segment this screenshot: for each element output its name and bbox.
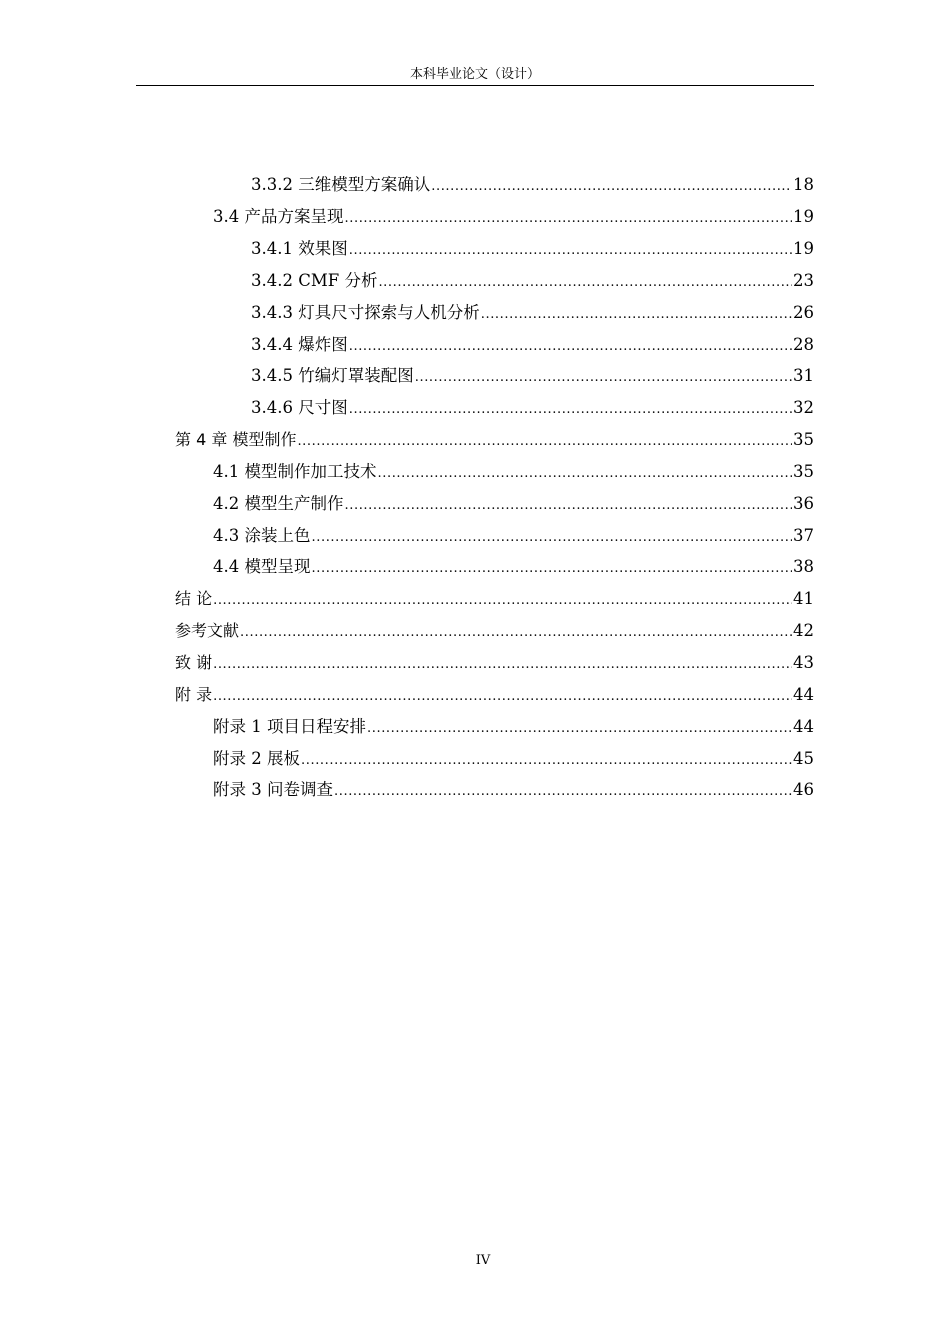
toc-dot-leader [297, 429, 792, 455]
toc-dot-leader [349, 238, 792, 264]
toc-entry-4-2[interactable] [213, 491, 814, 517]
toc-entry-page: 45 [793, 749, 814, 768]
toc-entry-conclusion[interactable] [175, 586, 814, 612]
toc-dot-leader [240, 620, 792, 646]
toc-entry-4-1[interactable] [213, 459, 814, 485]
page-header: 本科毕业论文（设计） [409, 67, 540, 82]
toc-entry-title: 3.4 产品方案呈现 [213, 207, 344, 226]
toc-entry-title: 4.4 模型呈现 [213, 557, 311, 576]
toc-entry-page: 42 [793, 621, 814, 640]
toc-entry-appendix-3[interactable] [213, 777, 814, 803]
toc-dot-leader [213, 652, 792, 678]
toc-entry-appendix-1[interactable] [213, 714, 814, 740]
toc-entry-title: 附录 2 展板 [213, 749, 300, 768]
toc-entry-appendix[interactable] [175, 682, 814, 708]
toc-dot-leader [345, 206, 793, 232]
toc-entry-title: 第 4 章 模型制作 [175, 430, 297, 449]
toc-entry-page: 44 [793, 685, 814, 704]
toc-entry-page: 19 [793, 239, 814, 258]
toc-entry-page: 43 [793, 653, 814, 672]
toc-entry-title: 3.4.4 爆炸图 [251, 335, 348, 354]
toc-entry-page: 35 [793, 430, 814, 449]
toc-entry-title: 致 谢 [175, 653, 213, 672]
toc-entry-appendix-2[interactable] [213, 746, 814, 772]
toc-entry-title: 附录 3 问卷调查 [213, 780, 333, 799]
toc-entry-page: 36 [793, 494, 814, 513]
page-number: IV [475, 1253, 491, 1268]
toc-entry-page: 31 [793, 366, 814, 385]
toc-entry-title: 参考文献 [175, 621, 240, 640]
toc-dot-leader [481, 302, 792, 328]
toc-entry-page: 37 [793, 526, 814, 545]
toc-dot-leader [312, 556, 793, 582]
toc-entry-title: 4.3 涂装上色 [213, 526, 311, 545]
toc-entry-3-4-5[interactable] [251, 363, 814, 389]
toc-dot-leader [213, 684, 792, 710]
toc-entry-acknowledgements[interactable] [175, 650, 814, 676]
toc-entry-page: 41 [793, 589, 814, 608]
toc-entry-title: 4.1 模型制作加工技术 [213, 462, 377, 481]
toc-entry-page: 23 [793, 271, 814, 290]
toc-dot-leader [349, 334, 792, 360]
toc-entry-title: 3.3.2 三维模型方案确认 [251, 175, 431, 194]
toc-entry-page: 26 [793, 303, 814, 322]
toc-entry-title: 3.4.5 竹编灯罩装配图 [251, 366, 414, 385]
toc-entry-title: 3.4.2 CMF 分析 [251, 271, 378, 290]
toc-entry-title: 3.4.6 尺寸图 [251, 398, 348, 417]
toc-entry-4-4[interactable] [213, 554, 814, 580]
toc-dot-leader [349, 397, 792, 423]
toc-dot-leader [415, 365, 792, 391]
toc-entry-3-4-4[interactable] [251, 332, 814, 358]
toc-entry-references[interactable] [175, 618, 814, 644]
toc-entry-chapter-4[interactable] [175, 427, 814, 453]
toc-entry-title: 结 论 [175, 589, 213, 608]
toc-entry-page: 35 [793, 462, 814, 481]
toc-entry-page: 44 [793, 717, 814, 736]
toc-entry-page: 38 [793, 557, 814, 576]
toc-dot-leader [378, 461, 793, 487]
toc-entry-page: 28 [793, 335, 814, 354]
toc-entry-3-4-6[interactable] [251, 395, 814, 421]
toc-dot-leader [345, 493, 793, 519]
toc-entry-page: 46 [793, 780, 814, 799]
toc-entry-4-3[interactable] [213, 523, 814, 549]
toc-entry-3-4-3[interactable] [251, 300, 814, 326]
toc-dot-leader [431, 174, 792, 200]
toc-entry-title: 4.2 模型生产制作 [213, 494, 344, 513]
toc-entry-page: 18 [793, 175, 814, 194]
toc-dot-leader [378, 270, 792, 296]
toc-entry-page: 19 [793, 207, 814, 226]
toc-entry-3-3-2[interactable] [251, 172, 814, 198]
toc-dot-leader [213, 588, 792, 614]
toc-entry-title: 附 录 [175, 685, 213, 704]
toc-entry-3-4[interactable] [213, 204, 814, 230]
toc-dot-leader [367, 716, 792, 742]
toc-entry-3-4-2[interactable] [251, 268, 814, 294]
toc-entry-title: 附录 1 项目日程安排 [213, 717, 366, 736]
toc-entry-title: 3.4.1 效果图 [251, 239, 348, 258]
toc-dot-leader [301, 748, 792, 774]
toc-dot-leader [312, 525, 793, 551]
toc-entry-page: 32 [793, 398, 814, 417]
toc-entry-title: 3.4.3 灯具尺寸探索与人机分析 [251, 303, 480, 322]
toc-dot-leader [334, 779, 792, 805]
toc-entry-3-4-1[interactable] [251, 236, 814, 262]
